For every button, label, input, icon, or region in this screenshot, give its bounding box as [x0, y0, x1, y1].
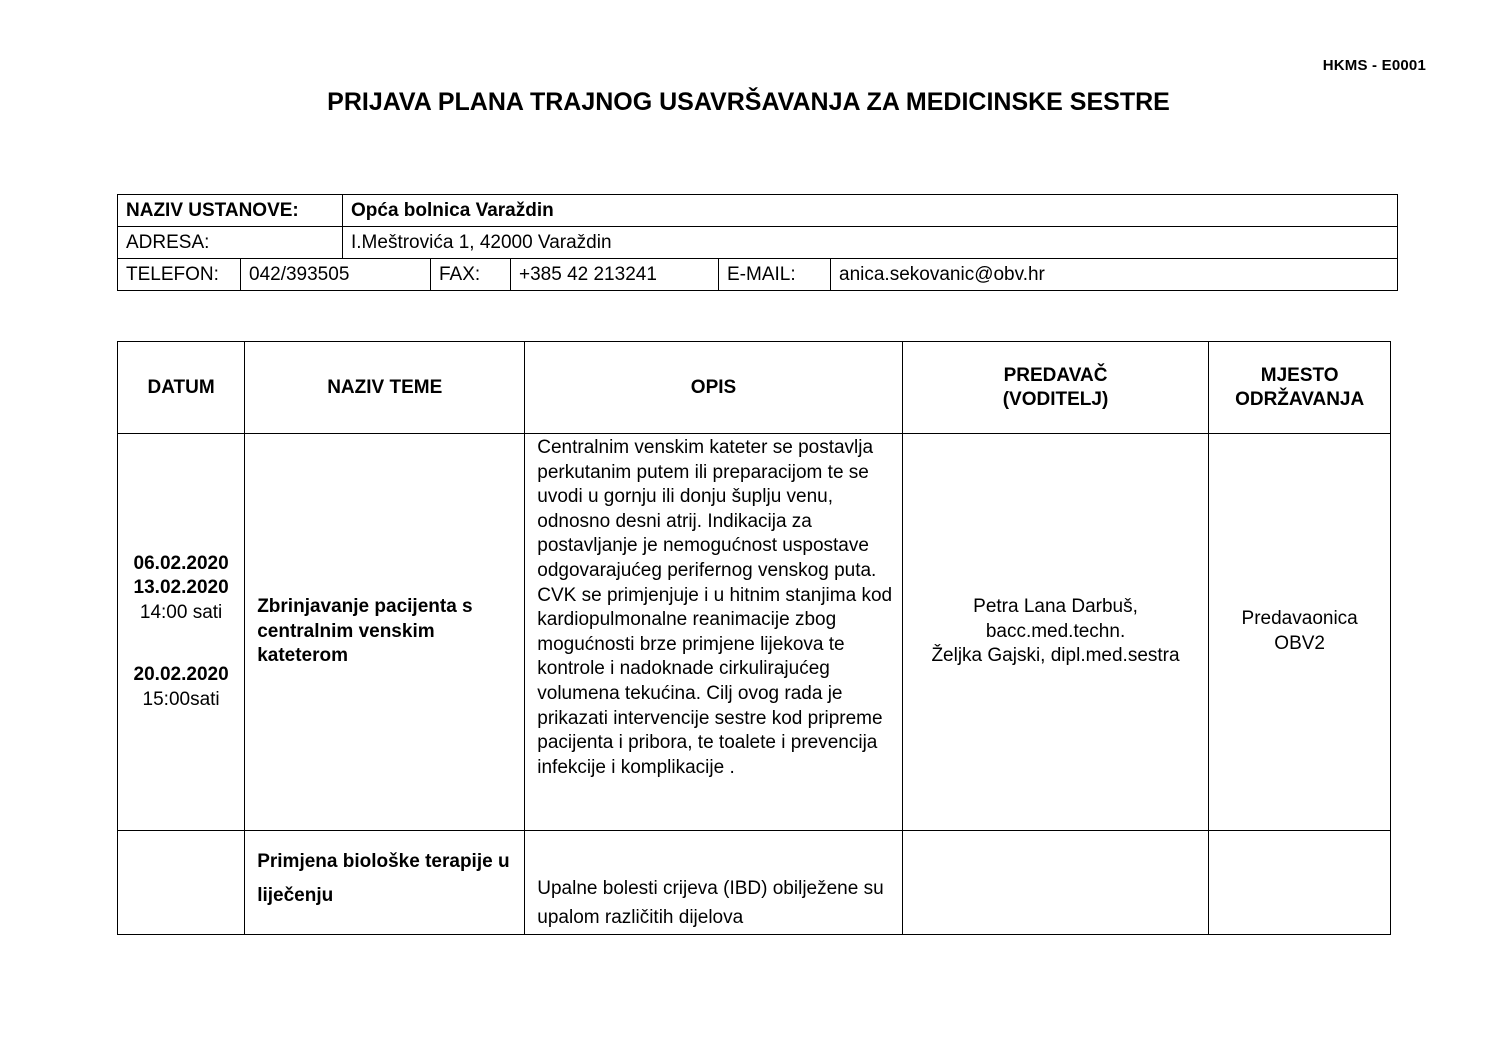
- description-cell: [525, 434, 902, 831]
- date-1: 06.02.2020: [133, 552, 229, 574]
- date-cell: [118, 831, 245, 935]
- date-cell: [118, 434, 245, 831]
- date-2: 13.02.2020: [133, 577, 229, 599]
- lecturer-cell: [902, 831, 1209, 935]
- email-label: E-MAIL:: [719, 259, 831, 291]
- header-place: [1209, 342, 1391, 434]
- place-cell: [1209, 831, 1391, 935]
- institution-contact-row: [118, 259, 1398, 291]
- table-row: [118, 434, 1391, 831]
- description-text: Centralnim venskim kateter se postavlja perkutanim putem ili preparacijom te se uvodi u gornju ili donju šuplju venu, odnosno desni atrij. Indikacija za postavljanje je nemogućnost uspostave odgovarajućeg perifernog venskog puta. CVK se primjenjuje i u hitnim stanjima kod kardiopulmonalne reanimacije zbog mogućnosti brze primjene lijekova te kontrole i nadoknade cirkulirajućeg volumena tekućina. Cilj ovog rada je prikazati intervencije sestre kod pripreme pacijenta i pribora, te toalete i prevencija infekcije i komplikacije .: [537, 437, 893, 778]
- institution-name-value: Opća bolnica Varaždin: [343, 195, 1398, 227]
- address-label: ADRESA:: [118, 227, 343, 259]
- header-place-line2: ODRŽAVANJA: [1235, 388, 1365, 410]
- place-line1: Predavaonica: [1241, 608, 1358, 630]
- time-2: 15:00sati: [142, 688, 220, 710]
- description-cell: [525, 831, 902, 935]
- place-cell: [1209, 434, 1391, 831]
- topic-text: Primjena biološke terapije u liječenju: [257, 851, 510, 906]
- email-value: anica.sekovanic@obv.hr: [831, 259, 1398, 291]
- time-1: 14:00 sati: [139, 601, 223, 623]
- header-place-line1: MJESTO: [1260, 364, 1339, 386]
- table-row: [118, 831, 1391, 935]
- header-description: OPIS: [525, 342, 902, 434]
- lecturer-1-title: bacc.med.techn.: [985, 620, 1126, 642]
- document-title: PRIJAVA PLANA TRAJNOG USAVRŠAVANJA ZA MEDICINSKE SESTRE: [327, 88, 1170, 116]
- lecturer-1-name: Petra Lana Darbuš,: [973, 596, 1138, 618]
- topic-text: Zbrinjavanje pacijenta s centralnim venskim kateterom: [257, 596, 473, 667]
- table-header-row: [118, 342, 1391, 434]
- institution-address-row: [118, 227, 1398, 259]
- header-lecturer: [902, 342, 1209, 434]
- fax-label: FAX:: [431, 259, 511, 291]
- header-topic: NAZIV TEME: [245, 342, 525, 434]
- date-3: 20.02.2020: [133, 664, 229, 686]
- topic-cell: [245, 831, 525, 935]
- header-date: DATUM: [118, 342, 245, 434]
- institution-name-label: NAZIV USTANOVE:: [118, 195, 343, 227]
- training-plan-table: [117, 341, 1391, 935]
- topic-cell: [245, 434, 525, 831]
- description-text: Upalne bolesti crijeva (IBD) obilježene su upalom različitih dijelova: [537, 878, 884, 928]
- lecturer-2-name: Željka Gajski, dipl.med.sestra: [931, 645, 1180, 667]
- phone-value: 042/393505: [241, 259, 431, 291]
- phone-label: TELEFON:: [118, 259, 241, 291]
- header-lecturer-line1: PREDAVAČ: [1003, 364, 1108, 386]
- address-value: I.Meštrovića 1, 42000 Varaždin: [343, 227, 1398, 259]
- lecturer-cell: [902, 434, 1209, 831]
- place-line2: OBV2: [1274, 633, 1325, 654]
- institution-info-table: [117, 194, 1398, 291]
- form-code: HKMS - E0001: [1322, 57, 1426, 74]
- institution-name-row: [118, 195, 1398, 227]
- header-lecturer-line2: (VODITELJ): [1002, 388, 1109, 410]
- fax-value: +385 42 213241: [511, 259, 719, 291]
